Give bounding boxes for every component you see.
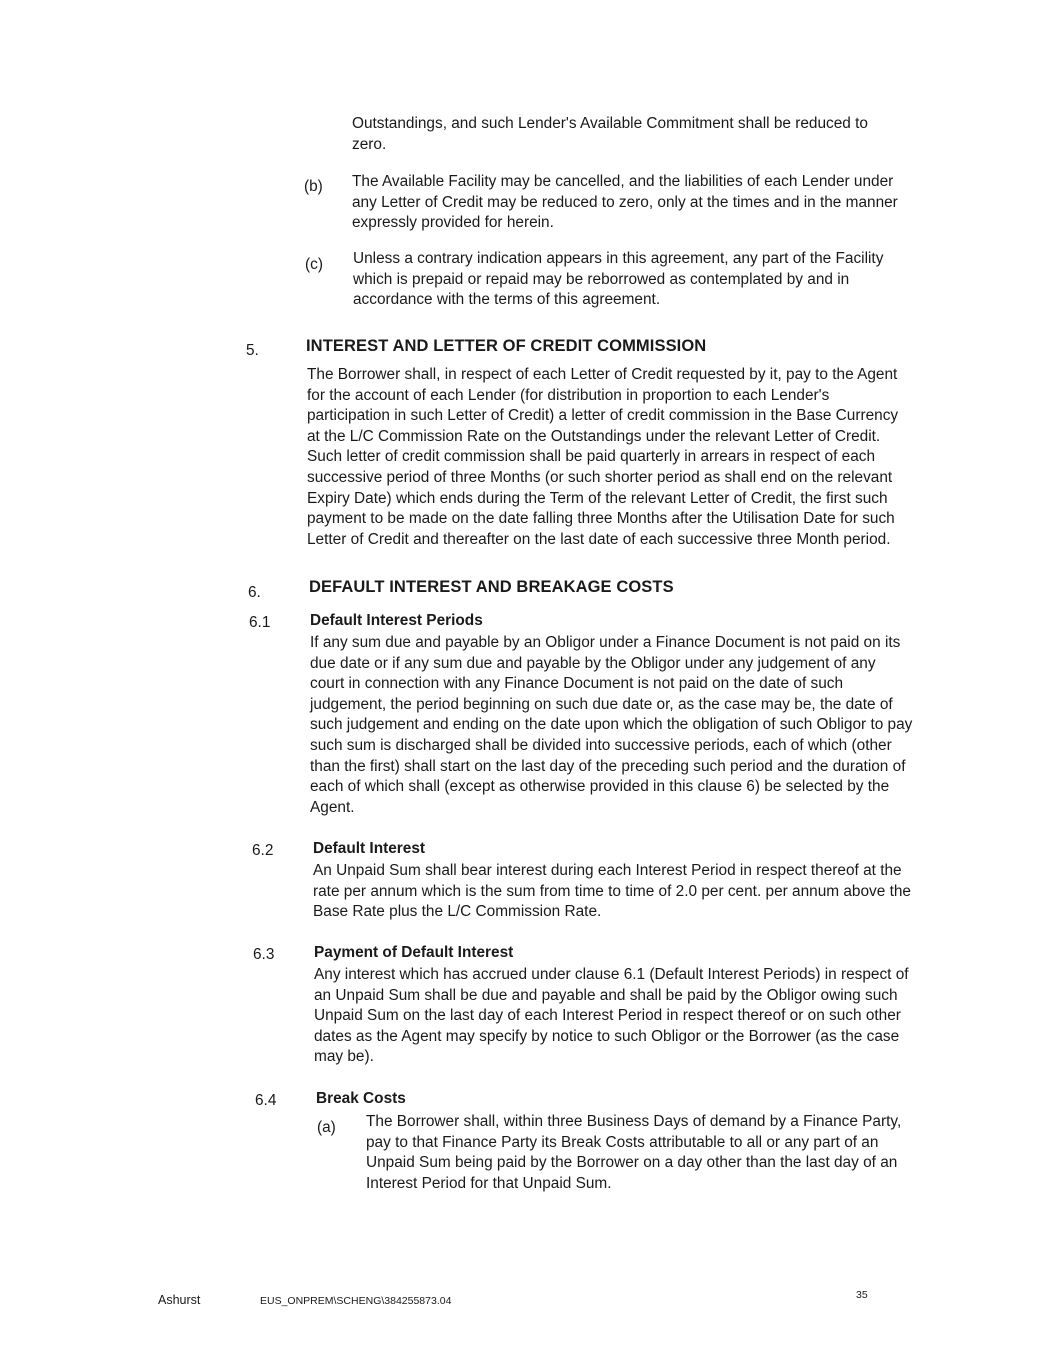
item-6-4-a-label: (a) (317, 1119, 336, 1136)
item-c-text: Unless a contrary indication appears in this agreement, any part of the Facility which is prepaid or repaid may be reborrowed as contemplated by and in accordance with the terms of this agreement. (353, 250, 884, 309)
footer-doc-ref: EUS_ONPREM\SCHENG\384255873.04 (260, 1295, 452, 1307)
clause-6-4-heading: Break Costs (316, 1090, 406, 1107)
clause-6-1-number: 6.1 (249, 614, 271, 631)
clause-6-3-heading: Payment of Default Interest (314, 944, 514, 961)
footer-page-number: 35 (856, 1289, 868, 1301)
clause-6-heading: DEFAULT INTEREST AND BREAKAGE COSTS (309, 578, 674, 596)
clause-5-number: 5. (246, 342, 259, 359)
continuation-paragraph: Outstandings, and such Lender's Available Commitment shall be reduced to zero. (352, 115, 868, 153)
item-b-label: (b) (304, 178, 323, 195)
clause-6-3-body: Any interest which has accrued under clause 6.1 (Default Interest Periods) in respect of an Unpaid Sum shall be due and payable and shall be paid by the Obligor owing such Unpaid Sum on the last day of each Interest Period in respect thereof or on such other dates as the Agent may specify by notice to such Obligor or the Borrower (as the case may be). (314, 966, 909, 1066)
item-b-text: The Available Facility may be cancelled, and the liabilities of each Lender under any Letter of Credit may be reduced to zero, only at the times and in the manner expressly provided for herein. (352, 173, 898, 232)
clause-6-3-number: 6.3 (253, 946, 275, 963)
item-c-label: (c) (305, 256, 323, 273)
clause-6-2-body: An Unpaid Sum shall bear interest during each Interest Period in respect thereof at the rate per annum which is the sum from time to time of 2.0 per cent. per annum above the Base Rate plus the L/C Commission Rate. (313, 862, 911, 921)
clause-6-2-number: 6.2 (252, 842, 274, 859)
clause-6-4-number: 6.4 (255, 1092, 277, 1109)
clause-5-body: The Borrower shall, in respect of each Letter of Credit requested by it, pay to the Agent for the account of each Lender (for distribution in proportion to each Lender's participation in such Letter of Credit) a letter of credit commission in the Base Currency at the L/C Commission Rate on the Outstandings under the relevant Letter of Credit. Such letter of credit commission shall be paid quarterly in arrears in respect of each successive period of three Months (or such shorter period as shall end on the relevant Expiry Date) which ends during the Term of the relevant Letter of Credit, the first such payment to be made on the date falling three Months after the Utilisation Date for such Letter of Credit and thereafter on the last date of each successive three Month period. (307, 366, 899, 548)
clause-6-number: 6. (248, 584, 261, 601)
item-6-4-a-text: The Borrower shall, within three Business Days of demand by a Finance Party, pay to that Finance Party its Break Costs attributable to all or any part of an Unpaid Sum being paid by the Borrower on a day other than the last day of an Interest Period for that Unpaid Sum. (366, 1113, 902, 1192)
clause-6-2-heading: Default Interest (313, 840, 426, 857)
clause-6-1-heading: Default Interest Periods (310, 612, 483, 629)
clause-5-heading: INTEREST AND LETTER OF CREDIT COMMISSION (306, 337, 707, 355)
footer-firm: Ashurst (158, 1293, 201, 1307)
clause-6-1-body: If any sum due and payable by an Obligor under a Finance Document is not paid on its due date or if any sum due and payable by the Obligor under any judgement of any court in connection with any Finance Document is not paid on the date of such judgement, the period beginning on such due date or, as the case may be, the date of such judgement and ending on the date upon which the obligation of such Obligor to pay such sum is discharged shall be divided into successive periods, each of which (other than the first) shall start on the last day of the preceding such period and the duration of each of which shall (except as otherwise provided in this clause 6) be selected by the Agent. (310, 634, 913, 816)
